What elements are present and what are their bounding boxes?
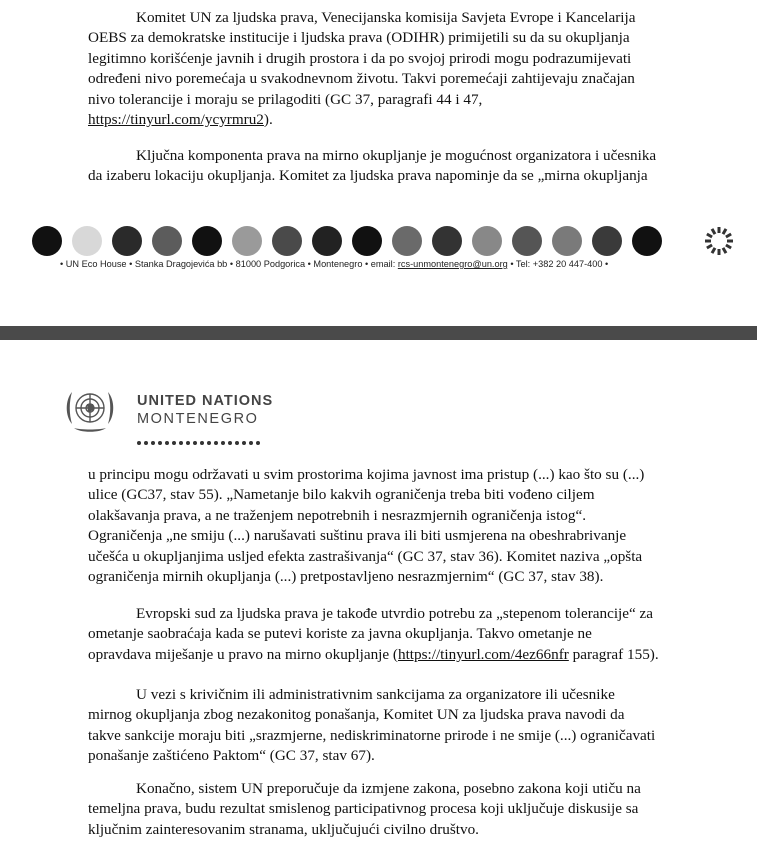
- footer-tel: • Tel: +382 20 447-400 •: [507, 259, 609, 269]
- decorative-dot: [592, 226, 622, 256]
- text-line: legitimno korišćenje javnih i drugih prostora i da po svojoj prirodi mogu podrazumijevati: [88, 49, 632, 67]
- text-line: u principu mogu održavati u svim prostorima kojima javnost ima pristup (...) kao što su (...): [88, 466, 645, 483]
- text-line: ključnim zainteresovanim stranama, uključujući civilno društvo.: [88, 820, 479, 838]
- sdg-wheel-icon: [704, 226, 734, 256]
- text-line: ponašanje zaštićeno Paktom“ (GC 37, stav 67).: [88, 747, 375, 765]
- decorative-dot: [152, 226, 182, 256]
- footer-address: [60, 259, 608, 269]
- text-line: temeljna prava, budu rezultat smislenog participativnog procesa koji uključuje diskusije sa: [88, 800, 639, 818]
- footer-address-text: • UN Eco House • Stanka Dragojevića bb • 81000 Podgorica • Montenegro • email:: [60, 259, 398, 269]
- footer-email-link[interactable]: rcs-unmontenegro@un.org: [397, 259, 508, 269]
- text-line: ulice (GC37, stav 55). „Nametanje bilo kakvih ograničenja treba biti vođeno ciljem: [88, 486, 595, 504]
- text-fragment: opravdava miješanje u pravo na mirno okupljanje (: [88, 645, 398, 663]
- decorative-dots-row: [32, 226, 744, 258]
- decorative-dot: [352, 226, 382, 256]
- text-line: Evropski sud za ljudska prava je takođe utvrdio potrebu za „stepenom tolerancije“ za: [136, 605, 654, 622]
- decorative-dot: [432, 226, 462, 256]
- page-divider: [0, 326, 757, 340]
- decorative-dot: [232, 226, 262, 256]
- decorative-dot: [512, 226, 542, 256]
- text-line: Ograničenja „ne smiju (...) narušavati suštinu prava ili biti usmjerena na obeshrabrivanje: [88, 527, 627, 545]
- decorative-dot: [32, 226, 62, 256]
- text-line: U vezi s krivičnim ili administrativnim sankcijama za organizatore ili učesnike: [136, 686, 615, 703]
- text-line: određeni nivo poremećaja u svakodnevnom životu. Takvi poremećaji zahtijevaju značajan: [88, 70, 635, 88]
- page1-paragraph-2: [88, 146, 656, 187]
- decorative-dot: [272, 226, 302, 256]
- text-line: ometanje saobraćaja kada se putevi koriste za javna okupljanja. Takvo ometanje ne: [88, 625, 592, 643]
- wordmark-dots: [137, 432, 263, 450]
- previous-page-bottom: [0, 0, 757, 326]
- page1-paragraph-1: [88, 8, 635, 130]
- text-fragment: ).: [263, 111, 273, 129]
- decorative-dot: [72, 226, 102, 256]
- text-line: [88, 645, 659, 665]
- text-line: Konačno, sistem UN preporučuje da izmjene zakona, posebno zakona koji utiču na: [136, 780, 641, 797]
- decorative-dot: [392, 226, 422, 256]
- text-line: [88, 110, 635, 130]
- text-line: učešća u okupljanjima usljed efekta zastrašivanja“ (GC 37, stav 36). Komitet naziva „opšta: [88, 547, 643, 565]
- text-line: da izaberu lokaciju okupljanja. Komitet za ljudska prava napominje da se „mirna okupljanja: [88, 167, 648, 185]
- un-montenegro-wordmark: [137, 392, 273, 428]
- tinyurl-link-1[interactable]: https://tinyurl.com/ycyrmru2: [88, 111, 264, 129]
- page2-paragraph-4: [88, 779, 641, 840]
- decorative-dot: [112, 226, 142, 256]
- text-line: Ključna komponenta prava na mirno okupljanje je mogućnost organizatora i učesnika: [136, 147, 657, 164]
- text-line: OEBS za demokratske institucije i ljudska prava (ODIHR) primijetili su da su okupljanja: [88, 29, 630, 47]
- un-emblem-icon: [60, 384, 120, 436]
- text-line: Komitet UN za ljudska prava, Venecijanska komisija Savjeta Evrope i Kancelarija: [136, 9, 636, 26]
- org-line-2: MONTENEGRO: [137, 411, 259, 427]
- org-line-1: UNITED NATIONS: [137, 393, 274, 409]
- page2-paragraph-3: [88, 685, 655, 767]
- text-line: takve sankcije moraju biti „srazmjerne, nediskriminatorne prirode i ne smije (...) ograničavati: [88, 726, 656, 744]
- page2-paragraph-1: [88, 465, 644, 587]
- decorative-dot: [632, 226, 662, 256]
- decorative-dot: [472, 226, 502, 256]
- decorative-dot: [192, 226, 222, 256]
- text-fragment: paragraf 155).: [568, 645, 659, 663]
- decorative-dot: [552, 226, 582, 256]
- tinyurl-link-2[interactable]: https://tinyurl.com/4ez66nfr: [397, 645, 569, 663]
- text-line: olakšavanja prava, a ne traženjem nepotrebnih i nesrazmjernih ograničenja istog“.: [88, 506, 587, 524]
- text-line: mirnog okupljanja zbog nezakonitog ponašanja, Komitet UN za ljudska prava navodi da: [88, 706, 625, 724]
- decorative-dot: [312, 226, 342, 256]
- text-line: nivo tolerancije i moraju se prilagoditi (GC 37, paragrafi 44 i 47,: [88, 90, 483, 108]
- page2-paragraph-2: [88, 604, 659, 665]
- text-line: ograničenja mirnih okupljanja (...) pretpostavljeno nesrazmjernim“ (GC 37, stav 38).: [88, 568, 604, 586]
